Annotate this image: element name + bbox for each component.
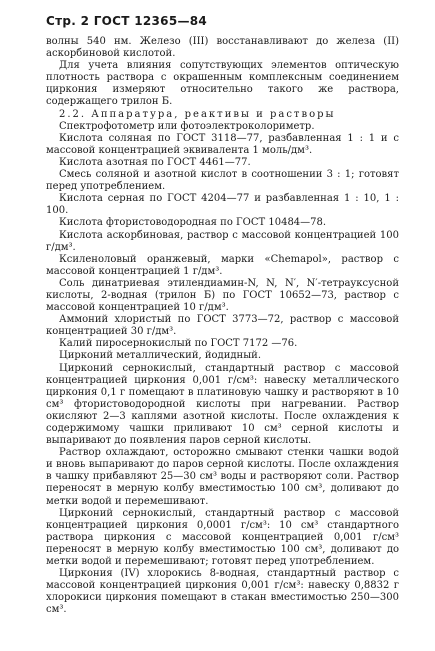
paragraph: Цирконий сернокислый, стандартный раствор с массовой концентрацией циркония 0,001 г/см³: навеску металлического циркония 0,1 г помещают в платиновую чашку и растворяют в 10 см³ фтористоводородной кислоты при нагревании. Раствор окисляют 2—3 каплями азотной кислоты. После охлаждения к содержимому чашки приливают 10 см³ серной кислоты и выпаривают до появления паров серной кислоты.: [46, 362, 399, 447]
paragraph: Кислота соляная по ГОСТ 3118—77, разбавленная 1 : 1 и с массовой концентрацией эквивалента 1 моль/дм³.: [46, 132, 399, 156]
page-header: Стр. 2 ГОСТ 12365—84: [46, 14, 208, 28]
paragraph: Смесь соляной и азотной кислот в соотношении 3 : 1; готовят перед употреблением.: [46, 169, 399, 193]
paragraph: Кислота фтористоводородная по ГОСТ 10484—78.: [59, 217, 327, 229]
paragraph: Ксиленоловый оранжевый, марки «Chemapol», раствор с массовой концентрацией 1 г/дм³.: [46, 253, 399, 277]
paragraph: Спектрофотометр или фотоэлектроколориметр.: [59, 120, 315, 132]
paragraph: Для учета влияния сопутствующих элементов оптическую плотность раствора с окрашенным комплексным соединением циркония измеряют относительно такого же раствора, содержащего трилон Б.: [46, 60, 399, 108]
paragraph: Цирконий сернокислый, стандартный раствор с массовой концентрацией циркония 0,0001 г/см³: 10 см³ стандартного раствора циркония с массовой концентрацией 0,001 г/см³ переносят в мерную колбу вместимостью 100 см³, доливают до метки водой и перемешивают; готовят перед употреблением.: [46, 507, 399, 568]
paragraph: Соль динатриевая этилендиамин-N, N, N′, N′-тетрауксусной кислоты, 2-водная (трилон Б) по ГОСТ 10652—73, раствор с массовой концентрацией 10 г/дм³.: [46, 277, 399, 314]
paragraph: Циркония (IV) хлорокись 8-водная, стандартный раствор с массовой концентрацией циркония 0,001 г/см³: навеску 0,8832 г хлорокиси циркония помещают в стакан вместимостью 250—300 см³.: [46, 568, 399, 616]
document-body: [46, 36, 399, 617]
paragraph: 2.2. Аппаратура, реактивы и растворы: [59, 108, 336, 120]
paragraph: Кислота аскорбиновая, раствор с массовой концентрацией 100 г/дм³.: [46, 229, 399, 253]
paragraph: Аммоний хлористый по ГОСТ 3773—72, раствор с массовой концентрацией 30 г/дм³.: [46, 314, 399, 338]
paragraph: Кислота азотная по ГОСТ 4461—77.: [59, 156, 251, 168]
paragraph: волны 540 нм. Железо (III) восстанавливают до железа (II) аскорбиновой кислотой.: [46, 36, 399, 60]
paragraph: Раствор охлаждают, осторожно смывают стенки чашки водой и вновь выпаривают до паров серной кислоты. После охлаждения в чашку прибавляют 25—30 см³ воды и растворяют соли. Раствор переносят в мерную колбу вместимостью 100 см³, доливают до метки водой и перемешивают.: [46, 447, 399, 507]
paragraph: Цирконий металлический, йодидный.: [59, 350, 261, 362]
paragraph: Кислота серная по ГОСТ 4204—77 и разбавленная 1 : 10, 1 : 100.: [46, 193, 399, 217]
paragraph: Калий пиросернокислый по ГОСТ 7172 —76.: [59, 338, 298, 350]
